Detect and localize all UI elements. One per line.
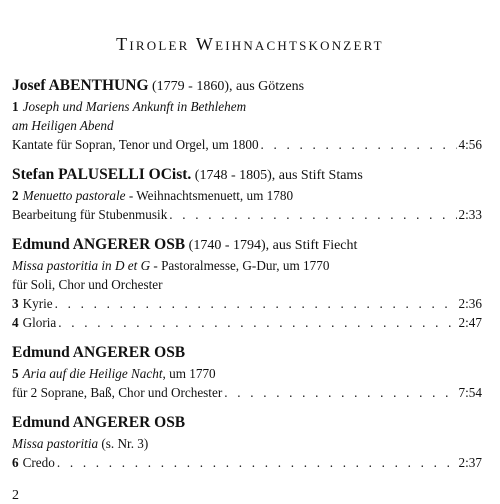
line-text: Gloria	[22, 315, 57, 330]
track-number: 2	[12, 188, 19, 203]
line-text: Bearbeitung für Stubenmusik	[12, 207, 168, 222]
line-label	[12, 205, 167, 224]
composer-info: (1748 - 1805), aus Stift Stams	[191, 168, 363, 183]
composer-name: Josef ABENTHUNG	[12, 77, 149, 94]
composer-header	[12, 76, 482, 97]
program-section	[12, 343, 482, 402]
work-title: Menuetto pastorale	[22, 188, 126, 203]
line-label	[12, 99, 246, 114]
track-line	[12, 453, 482, 472]
track-number: 4	[12, 315, 19, 330]
composer-header	[12, 343, 482, 364]
work-title: am Heiligen Abend	[12, 118, 114, 133]
duration: 2:36	[458, 296, 482, 311]
line-text: Kantate für Sopran, Tenor und Orgel, um 1800	[12, 137, 259, 152]
line-text: Credo	[22, 455, 55, 470]
work-title: Missa pastoritia	[12, 436, 99, 451]
track-number: 3	[12, 296, 19, 311]
work-title: Joseph und Mariens Ankunft in Bethlehem	[22, 99, 247, 114]
composer-header	[12, 165, 482, 186]
line-label	[12, 313, 56, 332]
line-label	[12, 188, 293, 203]
dot-leader	[55, 294, 457, 313]
program-list	[12, 76, 482, 483]
page-number: 2	[12, 488, 19, 503]
dot-leader	[58, 313, 456, 332]
line-label	[12, 118, 114, 133]
composer-header	[12, 413, 482, 434]
line-text: für Soli, Chor und Orchester	[12, 277, 163, 292]
line-label	[12, 135, 259, 154]
track-line	[12, 364, 482, 383]
description-line	[12, 383, 482, 402]
program-section	[12, 413, 482, 472]
line-label	[12, 383, 222, 402]
line-text: für 2 Soprane, Baß, Chor und Orchester	[12, 385, 223, 400]
line-label	[12, 258, 329, 273]
description-line	[12, 256, 482, 275]
line-label	[12, 366, 216, 381]
composer-header	[12, 235, 482, 256]
dot-leader	[169, 205, 456, 224]
duration: 2:47	[458, 315, 482, 330]
track-line	[12, 294, 482, 313]
line-label	[12, 294, 53, 313]
duration: 7:54	[458, 385, 482, 400]
duration: 2:33	[458, 207, 482, 222]
line-label	[12, 436, 148, 451]
work-title: Missa pastoritia in D et G	[12, 258, 151, 273]
program-section	[12, 76, 482, 154]
description-line	[12, 116, 482, 135]
track-line	[12, 186, 482, 205]
duration: 4:56	[458, 137, 482, 152]
line-label	[12, 277, 163, 292]
line-text: , um 1770	[162, 366, 216, 381]
composer-name: Edmund ANGERER OSB	[12, 344, 186, 361]
work-title: Aria auf die Heilige Nacht	[22, 366, 163, 381]
track-number: 6	[12, 455, 19, 470]
track-line	[12, 313, 482, 332]
page-title: Tiroler Weihnachtskonzert	[116, 34, 384, 54]
composer-info: (1740 - 1794), aus Stift Fiecht	[185, 238, 358, 253]
composer-name: Edmund ANGERER OSB	[12, 414, 186, 431]
program-section	[12, 165, 482, 224]
track-number: 5	[12, 366, 19, 381]
dot-leader	[57, 453, 457, 472]
duration: 2:37	[458, 455, 482, 470]
program-section	[12, 235, 482, 332]
line-text: (s. Nr. 3)	[98, 436, 149, 451]
track-number: 1	[12, 99, 19, 114]
description-line	[12, 275, 482, 294]
dot-leader	[224, 383, 456, 402]
dot-leader	[261, 135, 457, 154]
line-label	[12, 453, 55, 472]
composer-name: Edmund ANGERER OSB	[12, 236, 186, 253]
description-line	[12, 205, 482, 224]
track-line	[12, 97, 482, 116]
composer-info: (1779 - 1860), aus Götzens	[148, 79, 305, 94]
line-text: - Weihnachtsmenuett, um 1780	[125, 188, 294, 203]
line-text: Kyrie	[22, 296, 53, 311]
description-line	[12, 135, 482, 154]
line-text: - Pastoralmesse, G-Dur, um 1770	[150, 258, 330, 273]
composer-name: Stefan PALUSELLI OCist.	[12, 166, 192, 183]
description-line	[12, 434, 482, 453]
